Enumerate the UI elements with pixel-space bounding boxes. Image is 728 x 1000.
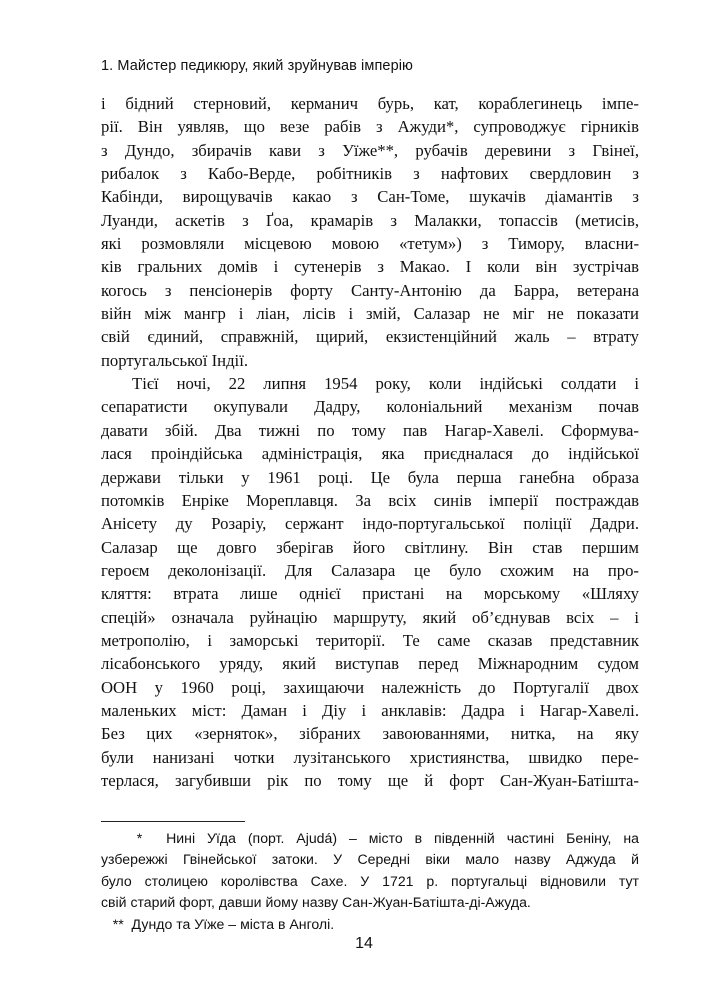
- footnote-line: свій старий форт, давши йому назву Сан-Жуан-Батішта-ді-Ажуда.: [101, 894, 531, 911]
- footnote-2: [101, 914, 639, 935]
- text-line: сепаратисти окупували Дадру, колоніальний механізм почав: [101, 397, 639, 417]
- text-line: кляття: втрата лише однієї пристані на морському «Шляху: [101, 584, 639, 604]
- running-head: 1. Майстер педикюру, який зруйнував імперію: [101, 58, 414, 74]
- text-line: маленьких міст: Даман і Діу і анклавів: Дадра і Нагар-Хавелі.: [101, 700, 639, 720]
- footnote-line: * Нині Уїда (порт. Ajudá) – місто в південній частині Беніну, на: [101, 830, 639, 846]
- text-line: держави тільки у 1961 році. Це була перша ганебна образа: [101, 467, 639, 487]
- text-line: спецій» означала руйнацію маршруту, який об’єднував всіх – і: [101, 607, 639, 627]
- text-line: потомків Енріке Мореплавця. За всіх синів імперії постраждав: [101, 490, 639, 510]
- text-line: були нанизані чотки лузітанського християнства, швидко пере-: [101, 747, 639, 767]
- text-line: лася проіндійська адміністрація, яка приєдналася до індійської: [101, 444, 639, 464]
- text-line: когось з пенсіонерів форту Санту-Антонію да Барра, ветерана: [101, 280, 639, 300]
- page-number: 14: [355, 935, 373, 952]
- text-line: з Дундо, збирачів кави з Уїже**, рубачів деревини з Гвінеї,: [101, 140, 639, 160]
- text-line: ків гральних домів і сутенерів з Макао. І коли він зустрічав: [101, 257, 639, 277]
- paragraph-2: [101, 372, 639, 792]
- text-line: рибалок з Кабо-Верде, робітників з нафтових свердловин з: [101, 164, 639, 184]
- body-text: [101, 92, 639, 792]
- text-line: лісабонського уряду, який виступав перед Міжнародним судом: [101, 654, 639, 674]
- text-line: Луанди, аскетів з Ґоа, крамарів з Малакки, топассів (метисів,: [101, 210, 639, 230]
- text-line: і бідний стерновий, керманич бурь, кат, кораблегинець імпе-: [101, 94, 639, 113]
- text-line: рії. Він уявляв, що везе рабів з Ажуди*, супроводжує гірників: [101, 117, 639, 137]
- text-line: Анісету ду Розаріу, сержант індо-португальської поліції Дадри.: [101, 514, 639, 534]
- text-line: ООН у 1960 році, захищаючи належність до Португалії двох: [101, 677, 639, 697]
- text-line: героєм деколонізації. Для Салазара це було схожим на про-: [101, 560, 639, 580]
- footnote-line: узбережжі Гвінейської затоки. У Середні віки мало назву Аджуда й: [101, 851, 639, 868]
- paragraph-1: [101, 92, 639, 372]
- text-line: метрополію, і заморські території. Те саме сказав представник: [101, 630, 639, 650]
- footnote-line: ** Дундо та Уїже – міста в Анголі.: [101, 915, 335, 932]
- text-line: терлася, загубивши рік по тому ще й форт Сан-Жуан-Батішта-: [101, 770, 639, 790]
- text-line: свій єдиний, справжній, щирий, екзистенційний жаль – втрату: [101, 327, 639, 347]
- text-line: які розмовляли місцевою мовою «тетум») з Тимору, власни-: [101, 234, 639, 254]
- text-line: давати збій. Два тижні по тому пав Нагар-Хавелі. Сформува-: [101, 420, 639, 440]
- text-line: Тієї ночі, 22 липня 1954 року, коли індійські солдати і: [132, 374, 639, 394]
- footnote-1: [101, 828, 639, 914]
- footnote-line: було столицею королівства Сахе. У 1721 р. португальці відновили тут: [101, 872, 639, 889]
- text-line: війн між мангр і ліан, лісів і змій, Салазар не міг не показати: [101, 304, 639, 324]
- footnotes: [101, 828, 639, 935]
- text-line: португальської Індії.: [101, 350, 249, 370]
- text-line: Салазар ще довго зберігав його світлину. Він став першим: [101, 537, 639, 557]
- text-line: Кабінди, вирощувачів какао з Сан-Томе, шукачів діамантів з: [101, 187, 639, 207]
- text-line: Без цих «зерняток», зібраних завоюваннями, нитка, на яку: [101, 724, 639, 744]
- footnote-divider: [101, 821, 245, 822]
